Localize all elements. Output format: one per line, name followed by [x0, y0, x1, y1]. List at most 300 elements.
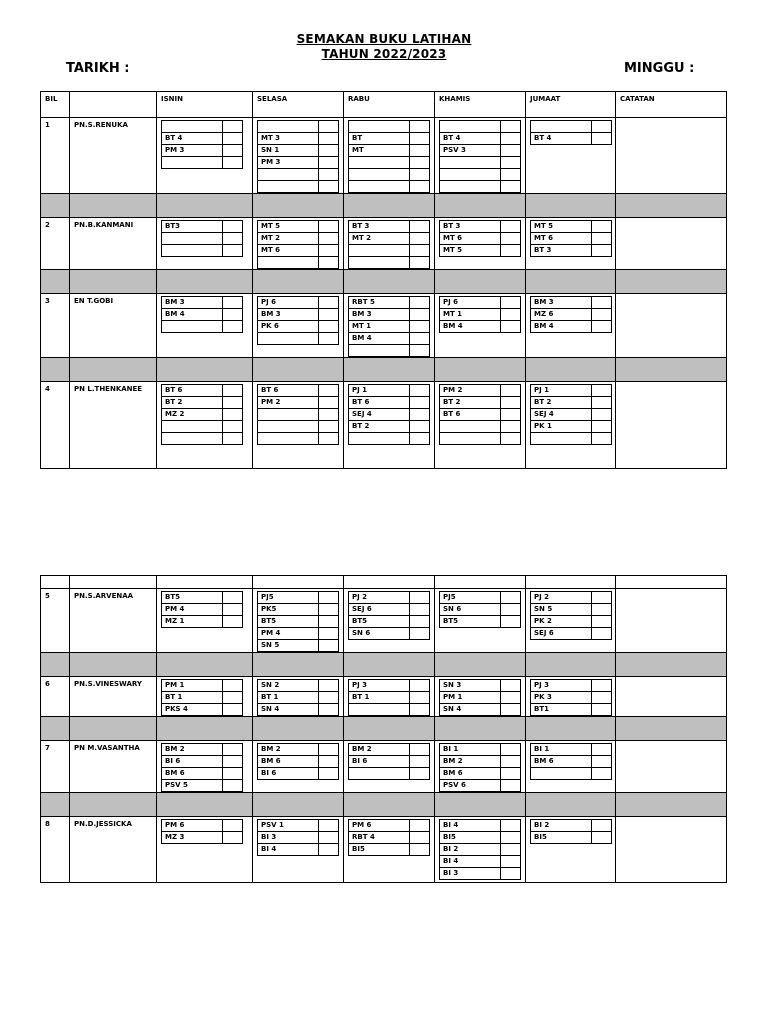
check-box[interactable]: [410, 133, 430, 145]
check-box[interactable]: [501, 704, 521, 716]
class-entry: [531, 756, 612, 768]
check-box[interactable]: [319, 133, 339, 145]
check-box[interactable]: [223, 820, 243, 832]
class-entry: [258, 133, 339, 145]
class-label: [349, 121, 410, 133]
day-cell-rabu: [344, 589, 435, 653]
class-entry: [162, 421, 243, 433]
check-box[interactable]: [410, 181, 430, 193]
class-entry: [258, 245, 339, 257]
class-label: [258, 421, 319, 433]
check-box[interactable]: [501, 692, 521, 704]
teacher-name: PN.S.VINESWARY: [70, 677, 157, 717]
check-box[interactable]: [501, 680, 521, 692]
class-label: BT 3: [349, 221, 410, 233]
check-box[interactable]: [319, 756, 339, 768]
check-box[interactable]: [319, 309, 339, 321]
class-entry: [162, 744, 243, 756]
check-box[interactable]: [410, 145, 430, 157]
check-box[interactable]: [319, 820, 339, 832]
check-box[interactable]: [410, 221, 430, 233]
check-box[interactable]: [592, 409, 612, 421]
check-box[interactable]: [319, 628, 339, 640]
class-entry: [440, 309, 521, 321]
check-box[interactable]: [410, 245, 430, 257]
class-entry: [440, 604, 521, 616]
class-label: PSV 5: [162, 780, 223, 792]
class-entry: [258, 832, 339, 844]
check-box[interactable]: [223, 421, 243, 433]
check-box[interactable]: [501, 133, 521, 145]
check-box[interactable]: [223, 397, 243, 409]
class-checklist-jumaat: [530, 743, 612, 780]
check-box[interactable]: [319, 245, 339, 257]
class-label: PM 3: [258, 157, 319, 169]
check-box[interactable]: [501, 756, 521, 768]
class-entry: [440, 297, 521, 309]
header-rabu: RABU: [344, 92, 435, 118]
check-box[interactable]: [319, 692, 339, 704]
class-entry: [440, 221, 521, 233]
catatan-cell: [616, 294, 727, 358]
day-cell-jumaat: [526, 294, 616, 358]
check-box[interactable]: [501, 233, 521, 245]
check-box[interactable]: [592, 133, 612, 145]
check-box[interactable]: [410, 321, 430, 333]
class-checklist-isnin: [161, 679, 243, 716]
class-entry: [531, 297, 612, 309]
separator-row: [41, 793, 727, 817]
tarikh-label: TARIKH :: [66, 61, 130, 76]
separator-cell: [157, 270, 253, 294]
check-box[interactable]: [410, 756, 430, 768]
class-entry: [258, 768, 339, 780]
class-entry: [349, 592, 430, 604]
class-entry: [162, 756, 243, 768]
separator-cell: [616, 717, 727, 741]
check-box[interactable]: [319, 844, 339, 856]
class-label: [258, 181, 319, 193]
check-box[interactable]: [319, 257, 339, 269]
class-label: [258, 433, 319, 445]
check-box[interactable]: [223, 145, 243, 157]
check-box[interactable]: [319, 640, 339, 652]
check-box[interactable]: [223, 121, 243, 133]
class-checklist-khamis: [439, 220, 521, 257]
class-entry: [349, 604, 430, 616]
check-box[interactable]: [501, 385, 521, 397]
check-box[interactable]: [592, 397, 612, 409]
class-entry: [531, 397, 612, 409]
separator-cell: [344, 653, 435, 677]
check-box[interactable]: [410, 704, 430, 716]
check-box[interactable]: [410, 844, 430, 856]
check-box[interactable]: [592, 221, 612, 233]
day-cell-isnin: [157, 382, 253, 469]
check-box[interactable]: [319, 145, 339, 157]
check-box[interactable]: [319, 181, 339, 193]
check-box[interactable]: [501, 409, 521, 421]
teacher-name: PN M.VASANTHA: [70, 741, 157, 793]
class-label: [162, 433, 223, 445]
class-entry: [531, 704, 612, 716]
teacher-name: PN.B.KANMANI: [70, 218, 157, 270]
day-cell-khamis: [435, 382, 526, 469]
check-box[interactable]: [592, 756, 612, 768]
class-checklist-selasa: [257, 220, 339, 269]
separator-cell: [253, 194, 344, 218]
check-box[interactable]: [319, 832, 339, 844]
class-label: BT1: [531, 704, 592, 716]
teacher-name: PN.S.ARVENAA: [70, 589, 157, 653]
header-cell: [435, 576, 526, 589]
check-box[interactable]: [501, 744, 521, 756]
check-box[interactable]: [319, 409, 339, 421]
class-checklist-khamis: [439, 296, 521, 333]
separator-cell: [344, 194, 435, 218]
header-catatan: CATATAN: [616, 92, 727, 118]
check-box[interactable]: [410, 628, 430, 640]
class-entry: [258, 756, 339, 768]
header-selasa: SELASA: [253, 92, 344, 118]
check-box[interactable]: [410, 680, 430, 692]
check-box[interactable]: [501, 221, 521, 233]
check-box[interactable]: [410, 169, 430, 181]
class-entry: [531, 768, 612, 780]
class-entry: [531, 421, 612, 433]
class-label: SEJ 6: [531, 628, 592, 640]
check-box[interactable]: [223, 297, 243, 309]
check-box[interactable]: [501, 433, 521, 445]
check-box[interactable]: [410, 421, 430, 433]
class-label: BT5: [258, 616, 319, 628]
class-entry: [162, 121, 243, 133]
day-cell-jumaat: [526, 589, 616, 653]
check-box[interactable]: [592, 309, 612, 321]
day-cell-selasa: [253, 589, 344, 653]
check-box[interactable]: [592, 680, 612, 692]
check-box[interactable]: [319, 744, 339, 756]
check-box[interactable]: [410, 257, 430, 269]
class-checklist-rabu: [348, 220, 430, 269]
class-entry: [440, 820, 521, 832]
day-cell-selasa: [253, 118, 344, 194]
check-box[interactable]: [501, 604, 521, 616]
check-box[interactable]: [410, 157, 430, 169]
check-box[interactable]: [501, 157, 521, 169]
check-box[interactable]: [223, 233, 243, 245]
catatan-cell: [616, 677, 727, 717]
class-entry: [531, 409, 612, 421]
check-box[interactable]: [319, 704, 339, 716]
class-label: [440, 121, 501, 133]
separator-cell: [616, 194, 727, 218]
check-box[interactable]: [319, 221, 339, 233]
class-entry: [440, 592, 521, 604]
class-label: BI 6: [258, 768, 319, 780]
class-label: MZ 3: [162, 832, 223, 844]
check-box[interactable]: [592, 245, 612, 257]
class-entry: [440, 844, 521, 856]
class-label: PJ 1: [349, 385, 410, 397]
day-cell-rabu: [344, 294, 435, 358]
class-checklist-jumaat: [530, 591, 612, 640]
check-box[interactable]: [592, 628, 612, 640]
check-box[interactable]: [592, 433, 612, 445]
class-label: BM 2: [162, 744, 223, 756]
class-entry: [162, 157, 243, 169]
check-box[interactable]: [592, 616, 612, 628]
check-box[interactable]: [319, 768, 339, 780]
catatan-cell: [616, 118, 727, 194]
check-box[interactable]: [501, 421, 521, 433]
separator-cell: [41, 653, 70, 677]
class-label: PSV 3: [440, 145, 501, 157]
class-checklist-selasa: [257, 296, 339, 345]
check-box[interactable]: [592, 768, 612, 780]
check-box[interactable]: [501, 297, 521, 309]
check-box[interactable]: [319, 333, 339, 345]
class-entry: [258, 680, 339, 692]
check-box[interactable]: [410, 616, 430, 628]
separator-cell: [435, 793, 526, 817]
check-box[interactable]: [223, 409, 243, 421]
check-box[interactable]: [410, 604, 430, 616]
check-box[interactable]: [319, 121, 339, 133]
class-entry: [349, 397, 430, 409]
class-label: [531, 433, 592, 445]
class-label: BM 3: [349, 309, 410, 321]
class-entry: [258, 604, 339, 616]
check-box[interactable]: [319, 321, 339, 333]
day-cell-jumaat: [526, 817, 616, 883]
check-box[interactable]: [501, 397, 521, 409]
class-entry: [440, 421, 521, 433]
check-box[interactable]: [223, 616, 243, 628]
check-box[interactable]: [223, 692, 243, 704]
day-cell-isnin: [157, 677, 253, 717]
check-box[interactable]: [223, 433, 243, 445]
class-label: PM 2: [440, 385, 501, 397]
check-box[interactable]: [592, 820, 612, 832]
class-entry: [531, 233, 612, 245]
check-box[interactable]: [501, 181, 521, 193]
class-label: BI 4: [440, 820, 501, 832]
check-box[interactable]: [319, 233, 339, 245]
check-box[interactable]: [319, 169, 339, 181]
class-entry: [349, 832, 430, 844]
check-box[interactable]: [501, 768, 521, 780]
check-box[interactable]: [319, 157, 339, 169]
class-entry: [349, 768, 430, 780]
class-label: [349, 257, 410, 269]
day-cell-khamis: [435, 218, 526, 270]
class-entry: [440, 756, 521, 768]
class-entry: [258, 744, 339, 756]
check-box[interactable]: [410, 333, 430, 345]
check-box[interactable]: [592, 832, 612, 844]
class-entry: [440, 768, 521, 780]
class-entry: [258, 257, 339, 269]
check-box[interactable]: [410, 744, 430, 756]
class-entry: [162, 321, 243, 333]
class-entry: [440, 692, 521, 704]
bil-cell: 5: [41, 589, 70, 653]
class-checklist-jumaat: [530, 296, 612, 333]
check-box[interactable]: [319, 385, 339, 397]
class-entry: [349, 121, 430, 133]
check-box[interactable]: [501, 121, 521, 133]
check-box[interactable]: [410, 692, 430, 704]
check-box[interactable]: [501, 592, 521, 604]
check-box[interactable]: [592, 704, 612, 716]
class-label: BT5: [440, 616, 501, 628]
check-box[interactable]: [319, 433, 339, 445]
check-box[interactable]: [501, 321, 521, 333]
class-entry: [349, 297, 430, 309]
class-label: BI 2: [531, 820, 592, 832]
class-label: MT 5: [258, 221, 319, 233]
class-label: MT 6: [440, 233, 501, 245]
class-label: PM 3: [162, 145, 223, 157]
class-entry: [349, 628, 430, 640]
check-box[interactable]: [410, 297, 430, 309]
separator-cell: [70, 358, 157, 382]
check-box[interactable]: [592, 121, 612, 133]
class-checklist-khamis: [439, 819, 521, 880]
class-label: [258, 169, 319, 181]
class-label: [162, 121, 223, 133]
check-box[interactable]: [223, 592, 243, 604]
check-box[interactable]: [319, 397, 339, 409]
check-box[interactable]: [223, 744, 243, 756]
class-entry: [258, 233, 339, 245]
class-entry: [162, 385, 243, 397]
check-box[interactable]: [319, 604, 339, 616]
check-box[interactable]: [319, 616, 339, 628]
check-box[interactable]: [592, 692, 612, 704]
check-box[interactable]: [592, 604, 612, 616]
check-box[interactable]: [501, 245, 521, 257]
teacher-row: [41, 741, 727, 793]
check-box[interactable]: [592, 592, 612, 604]
check-box[interactable]: [592, 421, 612, 433]
class-entry: [531, 744, 612, 756]
check-box[interactable]: [410, 345, 430, 357]
check-box[interactable]: [501, 856, 521, 868]
class-label: SEJ 4: [531, 409, 592, 421]
catatan-cell: [616, 817, 727, 883]
check-box[interactable]: [319, 297, 339, 309]
check-box[interactable]: [592, 385, 612, 397]
check-box[interactable]: [223, 133, 243, 145]
check-box[interactable]: [501, 616, 521, 628]
class-label: BT 6: [162, 385, 223, 397]
check-box[interactable]: [223, 385, 243, 397]
check-box[interactable]: [223, 704, 243, 716]
check-box[interactable]: [223, 321, 243, 333]
class-label: BM 4: [440, 321, 501, 333]
check-box[interactable]: [319, 421, 339, 433]
check-box[interactable]: [592, 297, 612, 309]
check-box[interactable]: [410, 592, 430, 604]
class-checklist-rabu: [348, 819, 430, 856]
class-label: PK 6: [258, 321, 319, 333]
check-box[interactable]: [501, 844, 521, 856]
check-box[interactable]: [319, 680, 339, 692]
check-box[interactable]: [410, 309, 430, 321]
class-checklist-selasa: [257, 743, 339, 780]
class-label: [162, 157, 223, 169]
check-box[interactable]: [410, 820, 430, 832]
class-label: [349, 181, 410, 193]
check-box[interactable]: [501, 820, 521, 832]
check-box[interactable]: [319, 592, 339, 604]
separator-row: [41, 358, 727, 382]
class-label: PM 1: [440, 692, 501, 704]
check-box[interactable]: [223, 832, 243, 844]
check-box[interactable]: [223, 680, 243, 692]
check-box[interactable]: [223, 309, 243, 321]
check-box[interactable]: [223, 221, 243, 233]
check-box[interactable]: [223, 780, 243, 792]
class-label: [440, 421, 501, 433]
class-checklist-selasa: [257, 591, 339, 652]
check-box[interactable]: [223, 157, 243, 169]
class-checklist-isnin: [161, 120, 243, 169]
check-box[interactable]: [223, 245, 243, 257]
class-label: PJ 3: [349, 680, 410, 692]
class-entry: [531, 692, 612, 704]
check-box[interactable]: [501, 145, 521, 157]
check-box[interactable]: [592, 321, 612, 333]
check-box[interactable]: [501, 780, 521, 792]
minggu-label: MINGGU :: [624, 61, 695, 76]
check-box[interactable]: [410, 397, 430, 409]
check-box[interactable]: [223, 756, 243, 768]
class-label: [440, 181, 501, 193]
separator-cell: [253, 717, 344, 741]
check-box[interactable]: [501, 832, 521, 844]
check-box[interactable]: [410, 768, 430, 780]
class-label: SN 6: [349, 628, 410, 640]
check-box[interactable]: [592, 233, 612, 245]
check-box[interactable]: [410, 121, 430, 133]
class-label: BT 1: [349, 692, 410, 704]
check-box[interactable]: [410, 433, 430, 445]
class-label: SN 1: [258, 145, 319, 157]
class-label: BI 1: [531, 744, 592, 756]
check-box[interactable]: [410, 832, 430, 844]
check-box[interactable]: [501, 309, 521, 321]
day-cell-isnin: [157, 817, 253, 883]
check-box[interactable]: [501, 868, 521, 880]
class-entry: [440, 780, 521, 792]
check-box[interactable]: [501, 169, 521, 181]
check-box[interactable]: [592, 744, 612, 756]
bil-cell: 1: [41, 118, 70, 194]
class-label: PJ 1: [531, 385, 592, 397]
class-label: [162, 421, 223, 433]
check-box[interactable]: [410, 385, 430, 397]
check-box[interactable]: [223, 604, 243, 616]
check-box[interactable]: [410, 233, 430, 245]
separator-cell: [526, 270, 616, 294]
class-label: BM 6: [258, 756, 319, 768]
check-box[interactable]: [410, 409, 430, 421]
check-box[interactable]: [223, 768, 243, 780]
class-label: BT3: [162, 221, 223, 233]
